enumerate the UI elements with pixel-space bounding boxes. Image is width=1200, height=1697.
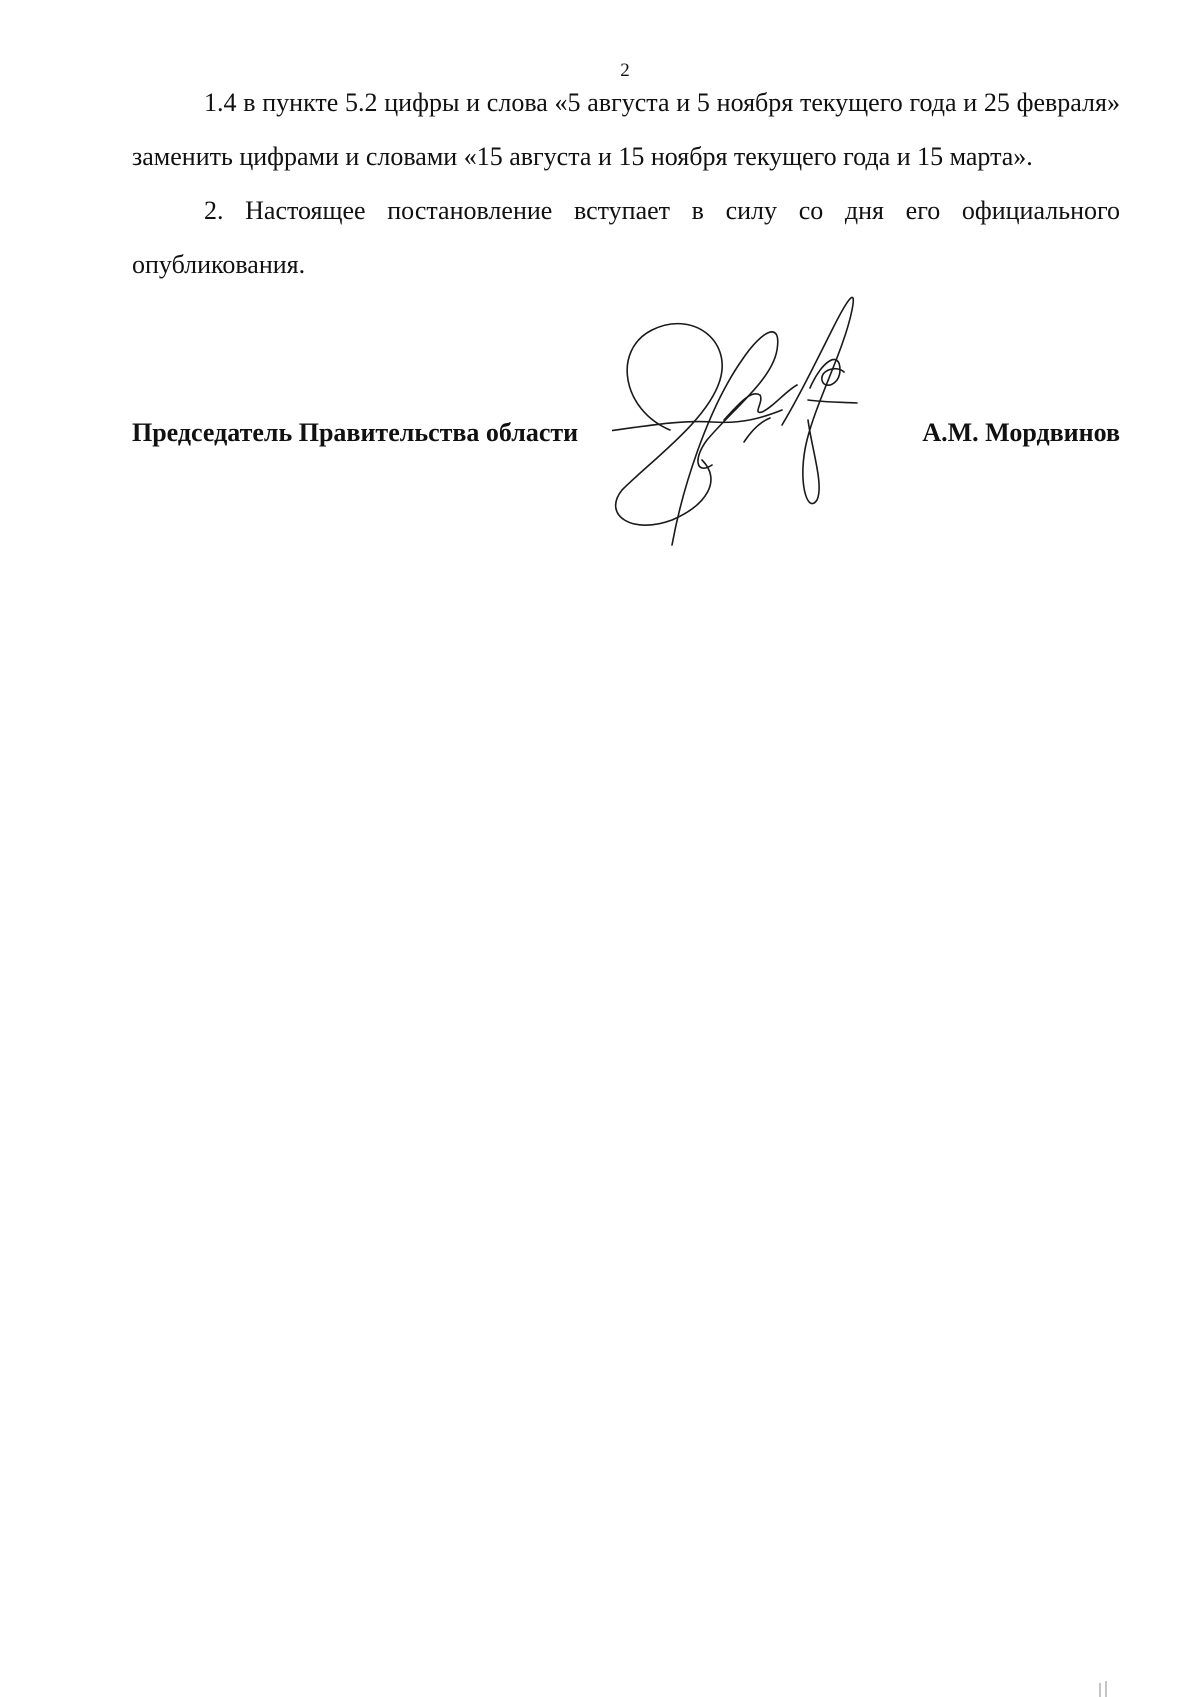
scan-artifact-mark bbox=[1080, 1677, 1140, 1697]
signer-title: Председатель Правительства области bbox=[132, 418, 579, 447]
signer-name: А.М. Мордвинов bbox=[922, 418, 1120, 447]
paragraph-effective-date: 2. Настоящее постановление вступает в силу со дня его официального опубликования. bbox=[132, 196, 1120, 279]
paragraph-amendment: 1.4 в пункте 5.2 цифры и слова «5 августа и 5 ноября текущего года и 25 февраля» заменить цифрами и словами «15 августа и 15 ноября текущего года и 15 марта». bbox=[132, 88, 1120, 171]
signature-block bbox=[132, 418, 1120, 458]
page-number: 2 bbox=[620, 60, 630, 81]
document-body bbox=[132, 76, 1120, 292]
